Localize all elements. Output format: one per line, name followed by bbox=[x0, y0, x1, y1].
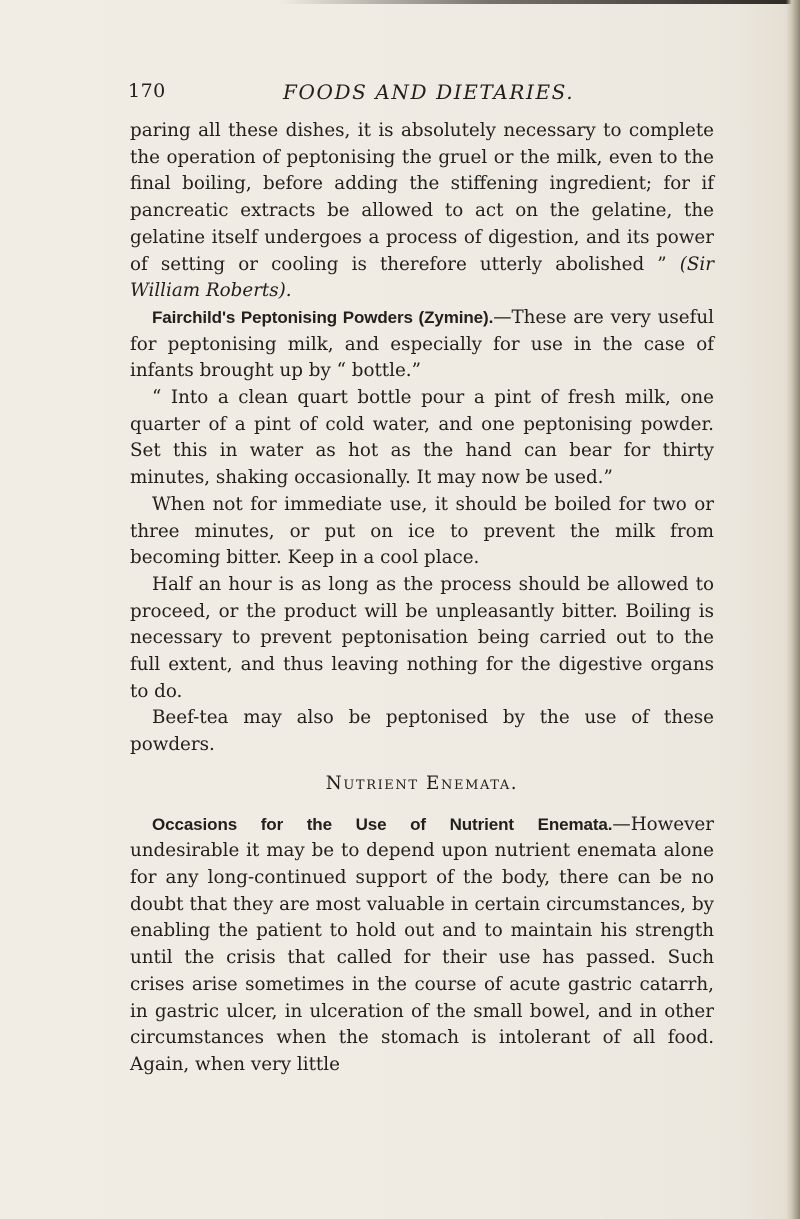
page-right-edge bbox=[786, 0, 800, 1219]
page-number: 170 bbox=[128, 80, 166, 102]
paragraph-text: —However undesirable it may be to depend upon nutrient enemata alone for any long-continued support of the body, there can be no doubt that they are most valuable in certain circumstances, by enabling the patient to hold out and to maintain his strength until the crisis that called for their use has passed. Such crises arise sometimes in the course of acute gastric catarrh, in gastric ulcer, in ulceration of the small bowel, and in other circumstances when the stomach is intolerant of all food. Again, when very little bbox=[130, 813, 714, 1075]
body-text bbox=[130, 118, 714, 1079]
running-title: FOODS AND DIETARIES. bbox=[283, 80, 575, 104]
paragraph-text: paring all these dishes, it is absolutely necessary to complete the operation of peptonising the gruel or the milk, even to the final boiling, before adding the stiffening ingredient; for if pancreatic extracts be allowed to act on the gelatine, the gelatine itself undergoes a process of digestion, and its power of setting or cooling is therefore utterly abolished ” bbox=[130, 120, 714, 275]
attribution: (Sir William Roberts). bbox=[130, 253, 715, 302]
paragraph-run-head: Occasions for the Use of Nutrient Enemata. bbox=[152, 814, 613, 834]
paragraph: When not for immediate use, it should be boiled for two or three minutes, or put on ice to prevent the milk from becoming bitter. Keep in a cool place. bbox=[130, 493, 714, 569]
paragraph: Half an hour is as long as the process should be allowed to proceed, or the product will be unpleasantly bitter. Boiling is necessary to prevent peptonisation being carried out to the full extent, and thus leaving nothing for the digestive organs to do. bbox=[130, 573, 714, 702]
page-header bbox=[128, 80, 668, 110]
paragraph-quotation: “ Into a clean quart bottle pour a pint of fresh milk, one quarter of a pint of cold water, and one peptonising powder. Set this in water as hot as the hand can bear for thirty minutes, shaking occasionally. It may now be used.” bbox=[130, 387, 714, 489]
paragraph-enemata bbox=[130, 812, 714, 1079]
paragraph: Beef-tea may also be peptonised by the use of these powders. bbox=[130, 707, 714, 756]
paragraph-fairchild bbox=[130, 305, 714, 385]
paragraph-run-head: Fairchild's Peptonising Powders (Zymine). bbox=[152, 307, 494, 327]
paragraph-continued bbox=[130, 118, 714, 305]
section-heading: Nutrient Enemata. bbox=[325, 772, 519, 794]
paragraph-text: —These are very useful for peptonising milk, and especially for use in the case of infants brought up by “ bottle.” bbox=[130, 306, 714, 382]
page-top-shadow bbox=[280, 0, 800, 4]
